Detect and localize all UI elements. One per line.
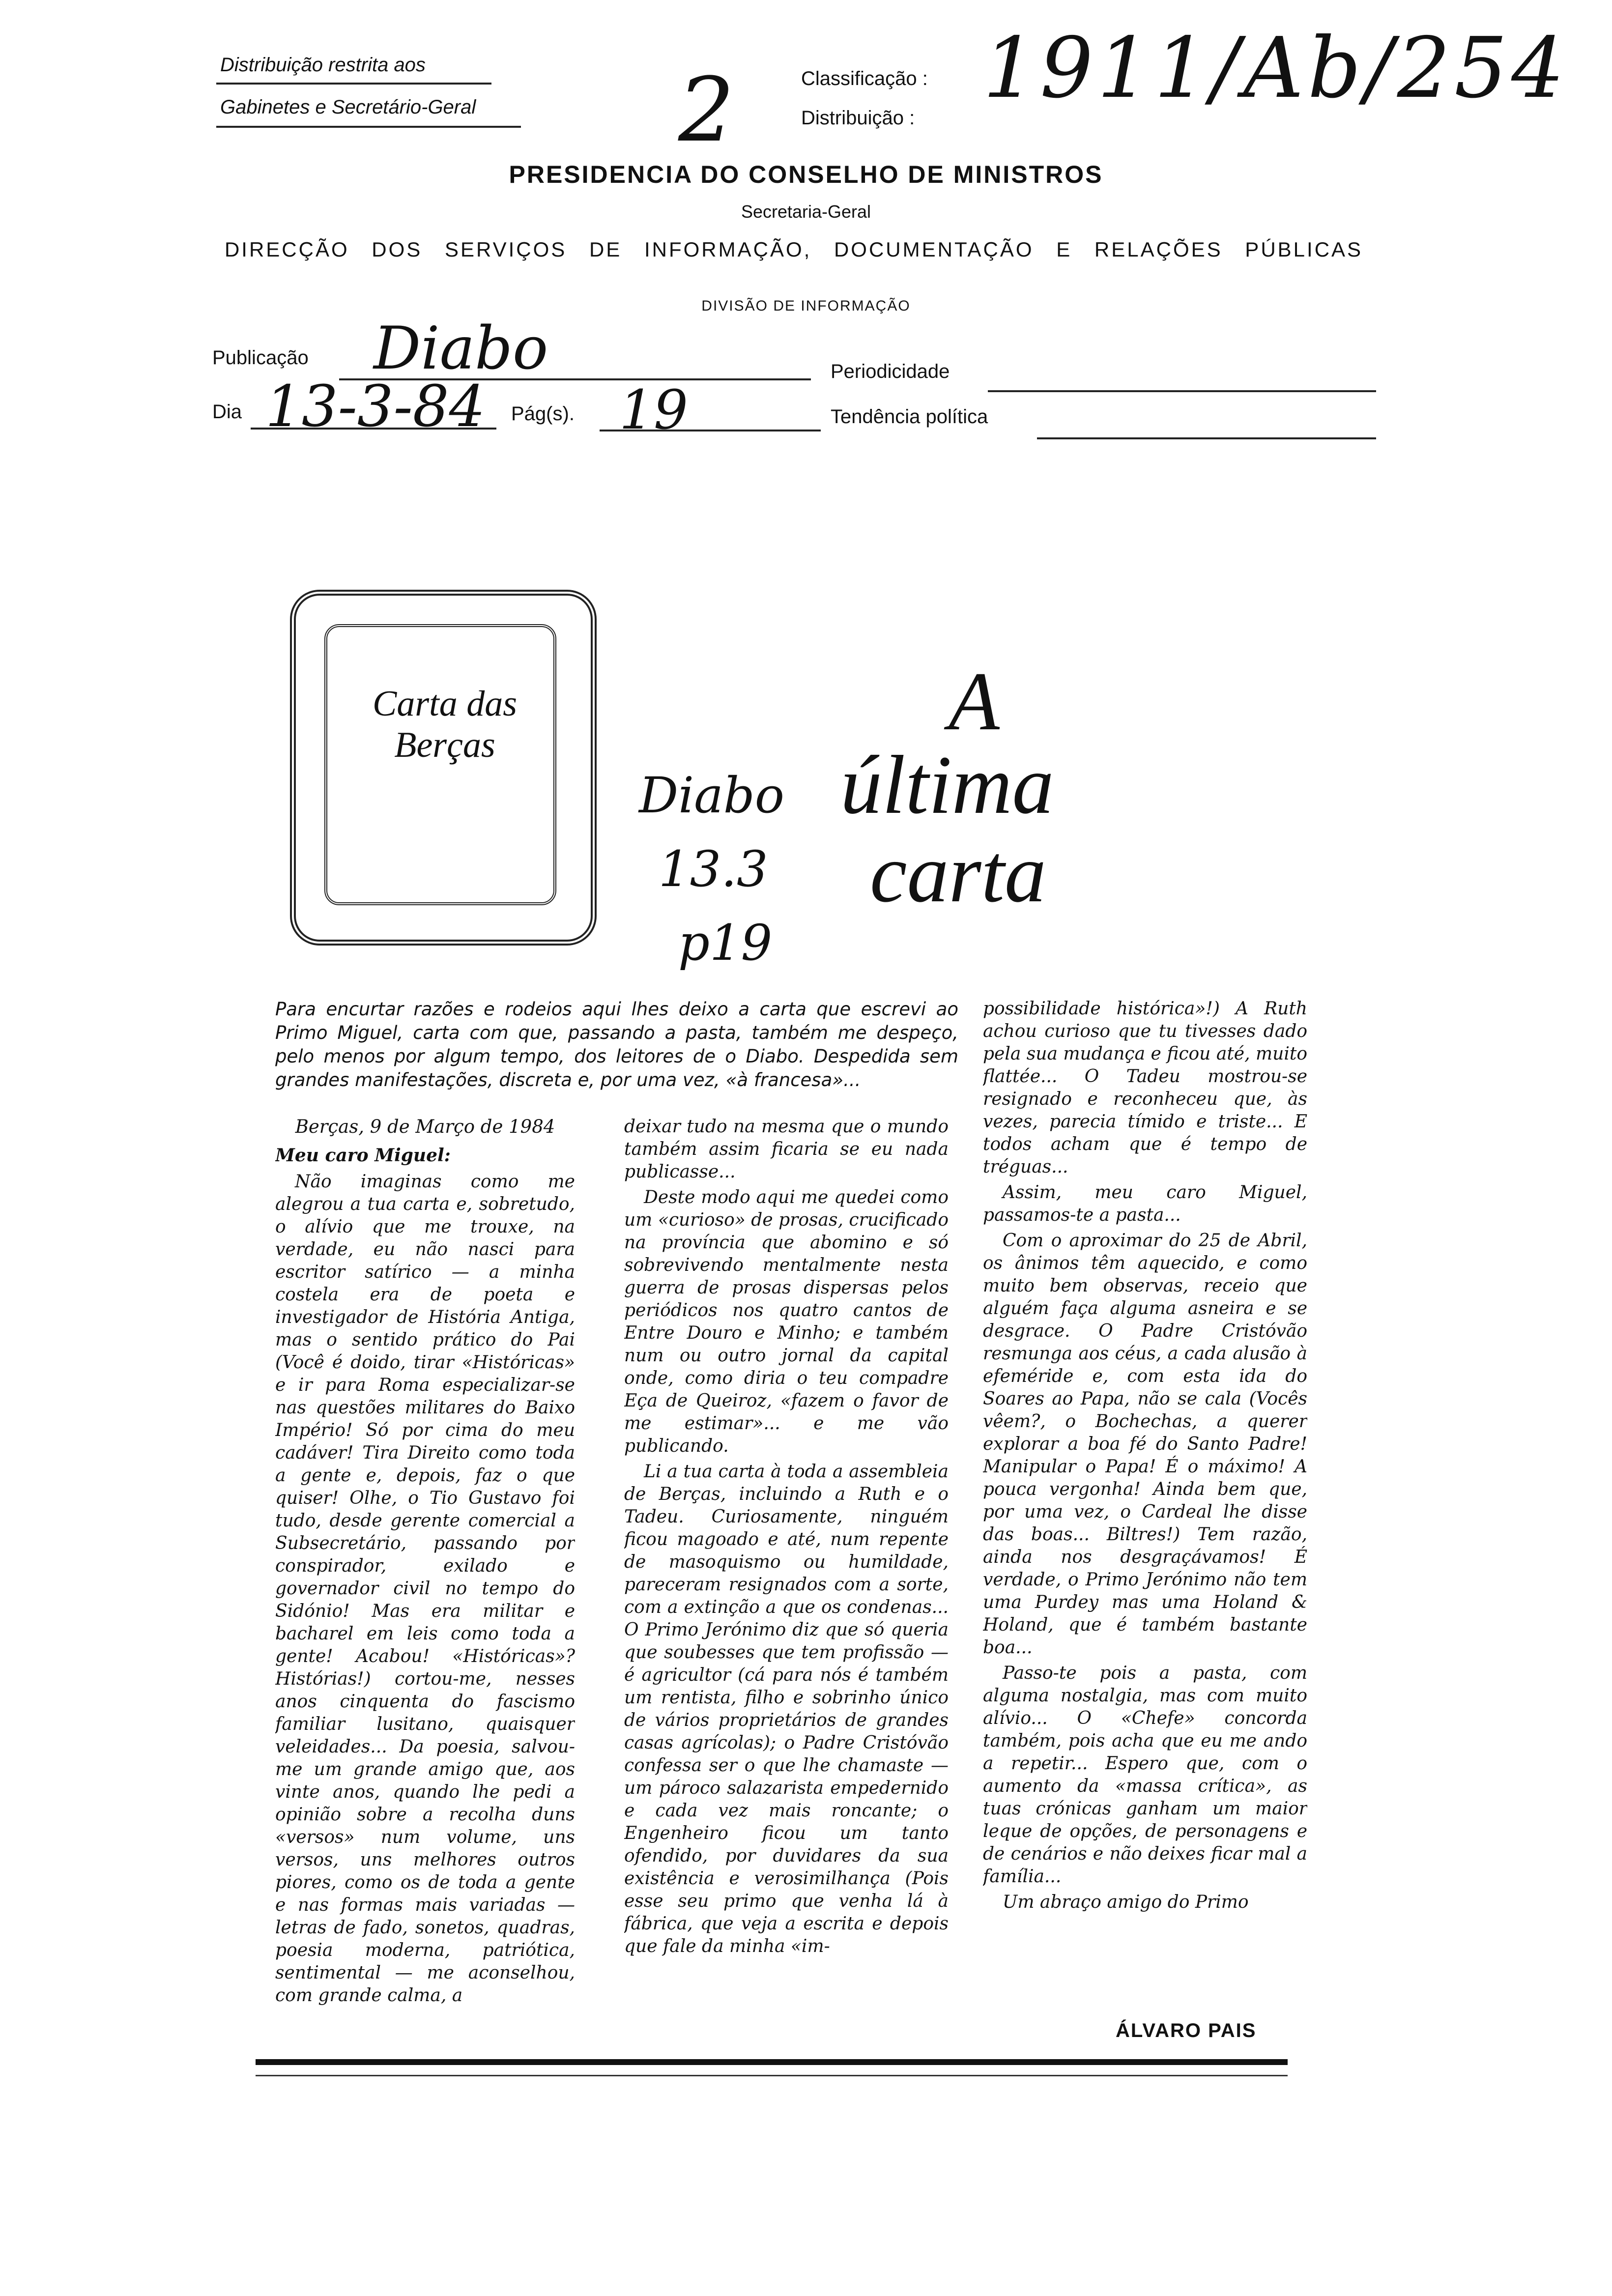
pag-label: Pág(s).	[511, 403, 575, 425]
dia-value: 13-3-84	[265, 373, 486, 440]
publicacao-value: Diabo	[374, 315, 548, 383]
signature: ÁLVARO PAIS	[1116, 2020, 1257, 2041]
classificacao-label: Classificação :	[801, 68, 928, 89]
annotation-diabo: Diabo	[639, 767, 784, 824]
restricted-note-line1: Distribuição restrita aos	[220, 54, 426, 76]
periodicidade-line	[988, 390, 1376, 392]
col3-paragraph-4: Passo-te pois a pasta, com alguma nostalgia, mas com muito alívio... O «Chefe» concorda também, pois acha que eu me ando a repetir... Espero que, com o aumento da «massa crítica», as tuas crónicas ganham um maior leque de opções, de personagens e de cenários e não deixes ficar mal a família...	[983, 1663, 1307, 1887]
divisao-title: DIVISÃO DE INFORMAÇÃO	[701, 298, 911, 314]
article-column-1	[275, 1116, 575, 2020]
annotation-date: 13.3	[659, 840, 768, 898]
box-title: Carta das Berças	[372, 684, 517, 765]
dia-label: Dia	[212, 401, 242, 423]
periodicidade-label: Periodicidade	[831, 361, 950, 382]
secretaria-title: Secretaria-Geral	[741, 201, 871, 222]
presidencia-title: PRESIDENCIA DO CONSELHO DE MINISTROS	[509, 161, 1103, 188]
intro-paragraph: Para encurtar razões e rodeios aqui lhes deixo a carta que escrevi ao Primo Miguel, carta com que, passando a pasta, também me despeço, pelo menos por algum tempo, dos leitores de o Diabo. Despedida sem grandes manifestações, discreta e, por uma vez, «à francesa»...	[275, 999, 958, 1091]
article-column-3	[983, 998, 1307, 1961]
headline-ultima: última	[840, 739, 1054, 831]
annotation-page: p19	[678, 914, 773, 972]
dateline: Berças, 9 de Março de 1984	[295, 1116, 555, 1137]
direccao-title: DIRECÇÃO DOS SERVIÇOS DE INFORMAÇÃO, DOCUMENTAÇÃO E RELAÇÕES PÚBLICAS	[224, 238, 1363, 261]
handwritten-number: 2	[678, 59, 735, 162]
col3-paragraph-2: Assim, meu caro Miguel, passamos-te a pasta...	[983, 1182, 1307, 1225]
col2-paragraph-3: Li a tua carta à toda a assembleia de Berças, incluindo a Ruth e o Tadeu. Curiosamente, ninguém ficou magoado e até, num repente de masoquismo ou humildade, pareceram resignados com a sorte, com a extinção a que os condenas... O Primo Jerónimo diz que só queria que soubesses que tem profissão — é agricultor (cá para nós é também um rentista, filho e sobrinho único de vários proprietários de grandes casas agrícolas); o Padre Cristóvão confessa ser o que lhe chamaste — um pároco salazarista empedernido e cada vez mais roncante; o Engenheiro ficou um tanto ofendido, por duvidares da sua existência e verosimilhança (Pois esse seu primo que venha lá à fábrica, que veja a escrita e depois que fale da minha «im-	[624, 1462, 949, 1956]
distribuicao-label: Distribuição :	[801, 107, 915, 129]
col2-paragraph-2: Deste modo aqui me quedei como um «curioso» de prosas, crucificado na província que abomino e só sobrevivendo mentalmente nesta guerra de prosas dispersas pelos periódicos nos quatro cantos de Entre Douro e Minho; e também num ou outro jornal da capital onde, como diria o teu compadre Eça de Queiroz, «fazem o favor de me estimar»... e me vão publicando.	[624, 1187, 949, 1456]
restricted-note-line2: Gabinetes e Secretário-Geral	[220, 96, 476, 118]
closing-line: Um abraço amigo do Primo	[1003, 1892, 1249, 1912]
bottom-rule-thick	[256, 2059, 1288, 2065]
col2-paragraph-1: deixar tudo na mesma que o mundo também assim ficaria se eu nada publicasse...	[624, 1117, 949, 1182]
restricted-underline-1	[216, 83, 491, 85]
tendencia-label: Tendência política	[831, 406, 988, 428]
handwritten-reference: 1911/Ab/254	[983, 20, 1569, 117]
pag-value: 19	[619, 378, 688, 441]
headline-carta: carta	[870, 827, 1046, 919]
col3-paragraph-3: Com o aproximar do 25 de Abril, os ânimos têm aquecido, e como muito bem observas, receio que alguém faça alguma asneira e se desgrace. O Padre Cristóvão resmunga aos céus, a cada alusão à efeméride e, com esta ida do Soares ao Papa, não se cala (Vocês vêem?, o Bochechas, a querer explorar a boa fé do Santo Padre! Manipular o Papa! É o máximo! A pouca vergonha! Ainda bem que, por uma vez, o Cardeal lhe disse das boas... Biltres!) Tem razão, ainda nos desgraçávamos! É verdade, o Primo Jerónimo não tem uma Purdey mas uma Holand & Holand, que é também bastante boa...	[983, 1231, 1307, 1658]
article-column-2	[624, 1116, 949, 2020]
tendencia-line	[1037, 437, 1376, 439]
col1-paragraph: Não imaginas como me alegrou a tua carta e, sobretudo, o alívio que me trouxe, na verdade, eu não nasci para escritor satírico — a minha costela era de poeta e investigador de História Antiga, mas o sentido prático do Pai (Você é doido, tirar «Históricas» e ir para Roma especializar-se nas questões militares do Baixo Império! Só por cima do meu cadáver! Tira Direito como toda a gente e, depois, faz o que quiser! Olhe, o Tio Gustavo foi tudo, desde gerente comercial a Subsecretário, passando por conspirador, exilado e governador civil no tempo do Sidónio! Mas era militar e bacharel em leis como toda a gente! Acabou! «Históricas»? Histórias!) cortou-me, nesses anos cinquenta do fascismo familiar lusitano, quaisquer veleidades... Da poesia, salvou-me um grande amigo que, aos vinte anos, quando lhe pedi a opinião sobre a recolha duns «versos» num volume, uns versos, uns melhores outros piores, como os de toda a gente e nas formas mais variadas — letras de fado, sonetos, quadras, poesia moderna, patriótica, sentimental — me aconselhou, com grande calma, a	[275, 1172, 575, 2006]
bottom-rule-thin	[256, 2075, 1288, 2076]
col3-paragraph-1: possibilidade histórica»!) A Ruth achou curioso que tu tivesses dado pela sua mudança e ficou até, muito flattée... O Tadeu mostrou-se resignado e reconheceu que, às vezes, parecia tímido e triste... E todos acham que é tempo de tréguas...	[983, 999, 1307, 1177]
publicacao-label: Publicação	[212, 347, 309, 369]
restricted-underline-2	[216, 126, 521, 128]
salutation: Meu caro Miguel:	[275, 1145, 451, 1166]
headline-a: A	[949, 655, 1000, 747]
